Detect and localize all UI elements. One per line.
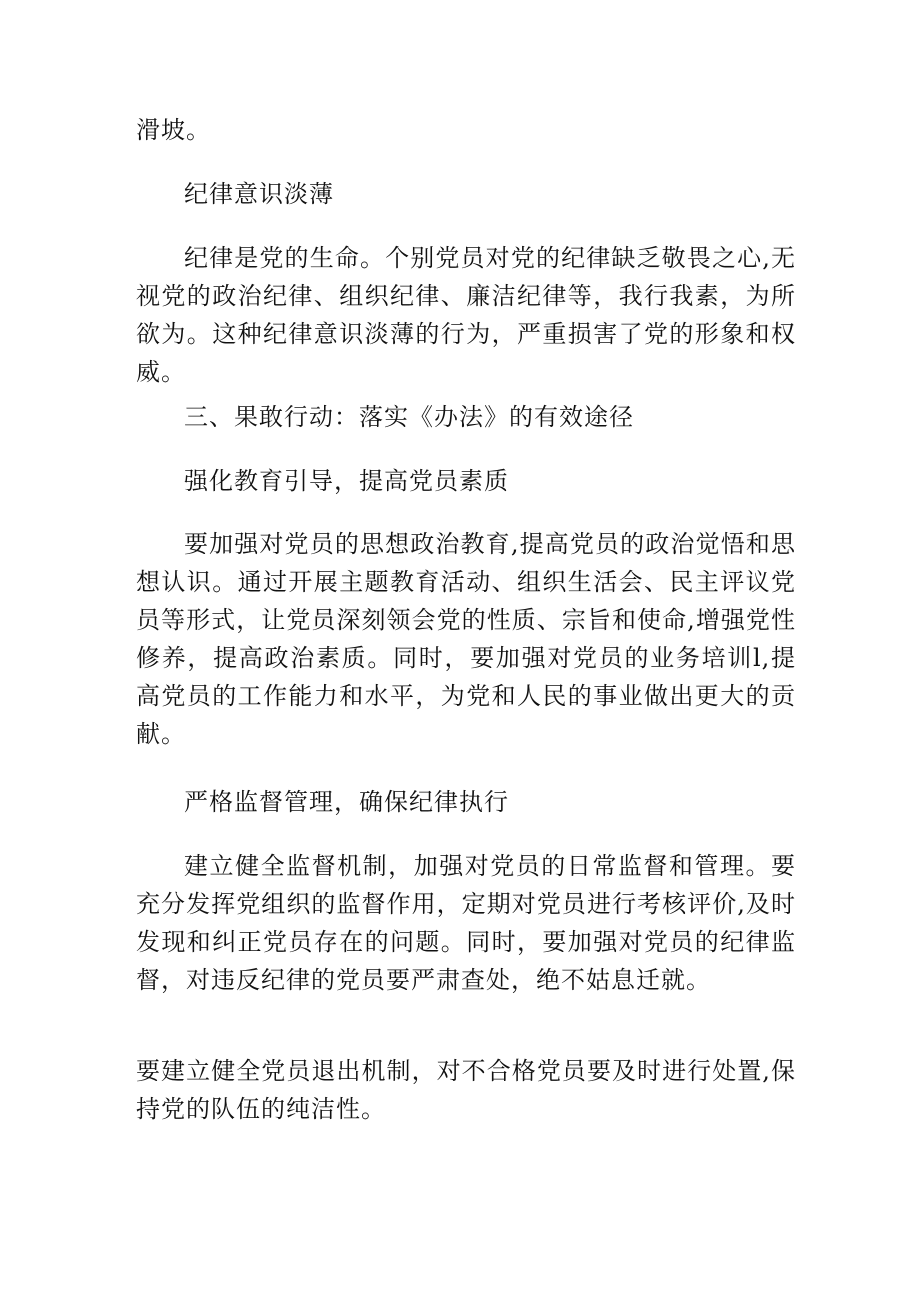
section-heading-actions: 三、果敢行动：落实《办法》的有效途径 — [184, 403, 634, 431]
subheading-education: 强化教育引导，提高党员素质 — [184, 467, 509, 495]
paragraph-discipline-content: 纪律是党的生命。个别党员对党的纪律缺乏敬畏之心,无视党的政治纪律、组织纪律、廉洁纪律等，我行我素，为所欲为。这种纪律意识淡薄的行为，严重损害了党的形象和权威。 — [136, 244, 796, 386]
paragraph-education-content: 要加强对党员的思想政治教育,提高党员的政治觉悟和思想认识。通过开展主题教育活动、组织生活会、民主评议党员等形式，让党员深刻领会党的性质、宗旨和使命,增强党性修养，提高政治素质。同时，要加强对党员的业务培训l,提高党员的工作能力和水平，为党和人民的事业做出更大的贡献。 — [136, 530, 796, 748]
paragraph-exit-mechanism: 要建立健全党员退出机制，对不合格党员要及时进行处置,保持党的队伍的纯洁性。 — [136, 1057, 796, 1123]
paragraph-supervision-content: 建立健全监督机制，加强对党员的日常监督和管理。要充分发挥党组织的监督作用，定期对党员进行考核评价,及时发现和纠正党员存在的问题。同时，要加强对党员的纪律监督，对违反纪律的党员要严肃查处，绝不姑息迁就。 — [136, 852, 796, 994]
subheading-supervision: 严格监督管理，确保纪律执行 — [184, 788, 509, 816]
paragraph-1: 滑坡。 — [136, 116, 211, 144]
section-heading-discipline-awareness: 纪律意识淡薄 — [184, 180, 334, 208]
